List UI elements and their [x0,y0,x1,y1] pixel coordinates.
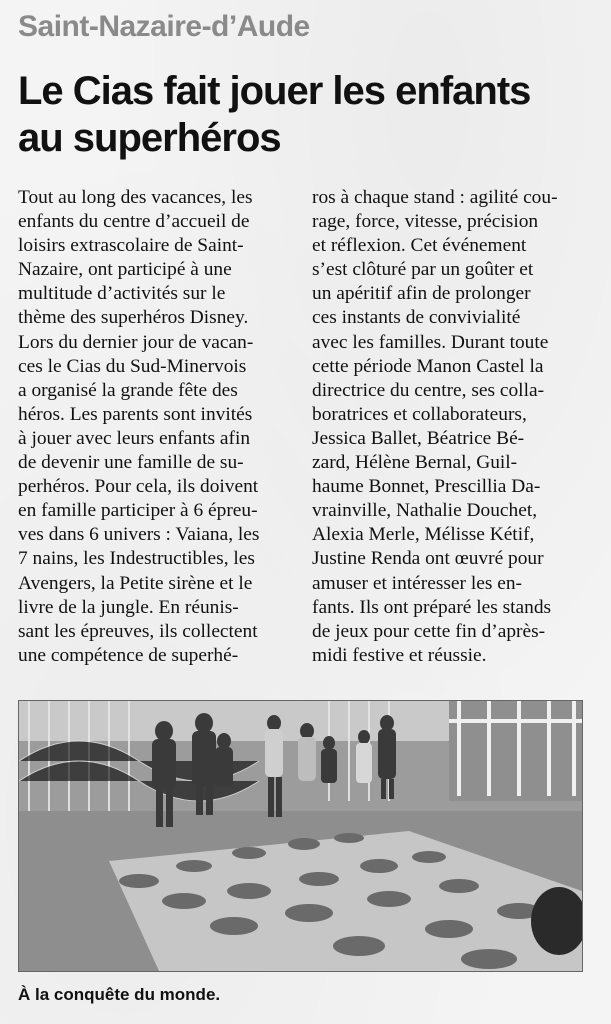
text-line: un apéritif afin de prolonger [312,283,531,305]
text-line: Avengers, la Petite sirène et le [18,572,253,594]
text-line: midi festive et réussie. [312,644,487,666]
text-line: loisirs extrascolaire de Saint- [18,235,244,257]
text-line: boratrices et collaborateurs, [312,403,527,425]
text-line: a organisé la grande fête des [18,379,238,401]
text-line: à jouer avec leurs enfants afin [18,427,251,449]
text-line: multitude d’activités sur le [18,283,226,305]
text-line: ces le Cias du Sud-Minervois [18,355,247,377]
text-line: en famille participer à 6 épreu- [18,500,258,522]
text-line: vrainville, Nathalie Douchet, [312,500,538,522]
text-line: rage, force, vitesse, précision [312,211,539,233]
text-line: fants. Ils ont préparé les stands [312,596,552,618]
text-line: thème des superhéros Disney. [18,307,249,329]
text-line: de jeux pour cette fin d’après- [312,620,546,642]
text-line: directrice du centre, ses colla- [312,379,545,401]
text-line: haume Bonnet, Prescillia Da- [312,476,541,498]
text-line: livre de la jungle. En réunis- [18,596,239,618]
text-line: Nazaire, ont participé à une [18,259,232,281]
playground-photo-illustration [19,701,582,971]
text-line: avec les familles. Durant toute [312,331,549,353]
text-line: amuser et intéresser les en- [312,572,522,594]
text-line: ces instants de convivialité [312,307,521,329]
text-line: Jessica Ballet, Béatrice Bé- [312,427,525,449]
headline-line-1: Le Cias fait jouer les enfants [18,69,531,113]
headline-line-2: au superhéros [18,116,281,160]
text-line: ros à chaque stand : agilité cou- [312,187,558,208]
text-line: s’est clôturé par un goûter et [312,259,534,281]
text-line: de devenir une famille de su- [18,452,244,474]
article-photo [18,700,583,972]
text-line: zard, Hélène Bernal, Guil- [312,452,518,474]
text-line: 7 nains, les Indestructibles, les [18,548,255,570]
text-line: perhéros. Pour cela, ils doivent [18,476,259,498]
article-column-right [312,186,584,668]
article-column-left [18,186,290,668]
text-line: ves dans 6 univers : Vaiana, les [18,524,260,546]
text-line: héros. Les parents sont invités [18,403,253,425]
text-line: Tout au long des vacances, les [18,187,253,208]
text-line: Justine Renda ont œuvré pour [312,548,544,570]
text-line: sant les épreuves, ils collectent [18,620,258,642]
text-line: Alexia Merle, Mélisse Kétif, [312,524,535,546]
text-line: une compétence de superhé- [18,644,239,666]
article-headline [18,68,598,162]
text-line: Lors du dernier jour de vacan- [18,331,254,353]
text-line: enfants du centre d’accueil de [18,211,250,233]
text-line: cette période Manon Castel la [312,355,544,377]
section-kicker: Saint-Nazaire-d’Aude [18,10,310,43]
text-line: et réflexion. Cet événement [312,235,527,257]
photo-caption: À la conquête du monde. [18,985,221,1004]
